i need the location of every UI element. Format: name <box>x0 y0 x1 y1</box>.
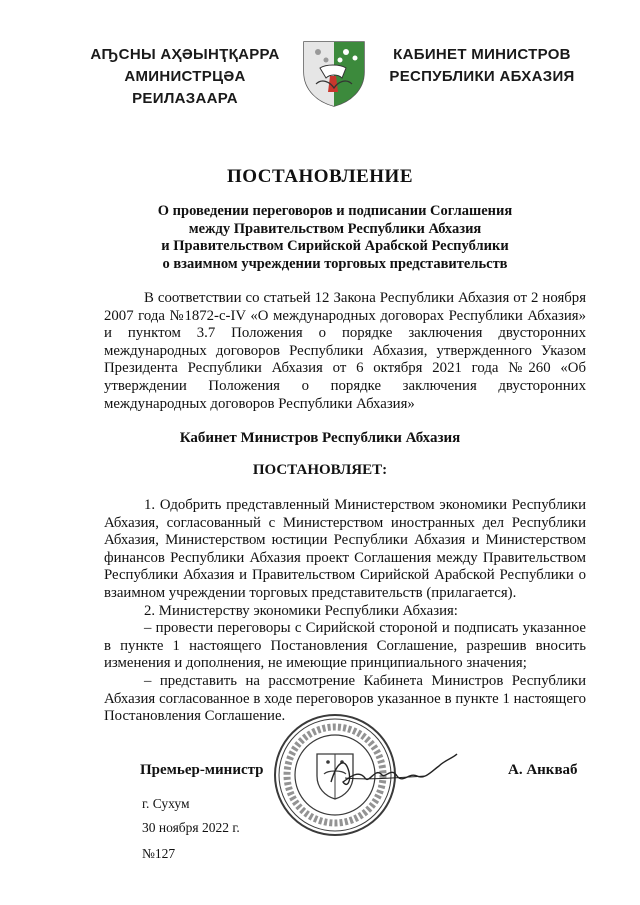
signatory-position: Премьер-министр <box>140 762 264 778</box>
header-right-line2: РЕСПУБЛИКИ АБХАЗИЯ <box>389 68 575 85</box>
document-city: г. Сухум <box>142 796 190 811</box>
header-right-line1: КАБИНЕТ МИНИСТРОВ <box>393 46 571 63</box>
document-title: ПОСТАНОВЛЕНИЕ <box>226 166 414 187</box>
abkhazia-coat-of-arms-icon <box>300 38 368 108</box>
resolution-paragraph: 1. Одобрить представленный Министерством экономики Республики Абхазия, согласованный с Министерством иностранных дел Республики Абхазия, Министерством юстиции Республики Абхазия и Министерством финансов Республики Абхазия проект Соглашения между Правительством Республики Абхазия и Правительством Сирийской Арабской Республики о взаимном учреждении торговых представительств (прилагается). <box>104 497 586 601</box>
header-left-line1: АҦСНЫ АҲӘЫНҬҚАРРА <box>90 46 280 63</box>
header-left-line2: АМИНИСТРЦӘА РЕИЛАЗААРА <box>124 68 246 107</box>
document-date: 30 ноября 2022 г. <box>142 820 240 835</box>
subject-line: О проведении переговоров и подписании Соглашения <box>157 203 513 219</box>
resolution-paragraph: – представить на рассмотрение Кабинета Министров Республики Абхазия согласованное в ходе переговоров указанное в пункте 1 настоящего Постановления Соглашение. <box>104 672 586 725</box>
subject-line: и Правительством Сирийской Арабской Республики <box>161 238 509 254</box>
subject-line: между Правительством Республики Абхазия <box>188 220 482 237</box>
resolves-heading: ПОСТАНОВЛЯЕТ: <box>252 462 388 478</box>
resolution-paragraph: 2. Министерству экономики Республики Абхазия: <box>144 602 458 619</box>
resolution-paragraph: – провести переговоры с Сирийской стороной и подписать указанное в пункте 1 настоящего Постановления Соглашение, разрешив вносить изменения и дополнения, не имеющие принципиального значения; <box>104 620 586 672</box>
header-abkhaz-name <box>85 44 285 110</box>
document-number: №127 <box>142 846 176 861</box>
document-subject <box>100 203 570 273</box>
subject-line: о взаимном учреждении торговых представительств <box>162 255 508 272</box>
header-russian-name <box>382 44 582 88</box>
handwritten-signature-icon <box>325 748 465 798</box>
preamble-paragraph: В соответствии со статьей 12 Закона Республики Абхазия от 2 ноября 2007 года №1872-с-IV «О международных договорах Республики Абхазия» и пунктом 3.7 Положения о порядке заключения двусторонних международных договоров Республики Абхазия, утвержденного Указом Президента Республики Абхазия от 6 октября 2021 года №260 «Об утверждении Положения о порядке заключения двусторонних международных договоров Республики Абхазия» <box>104 290 586 412</box>
resolution-body <box>104 497 586 726</box>
issuer-heading: Кабинет Министров Республики Абхазия <box>179 430 461 446</box>
signatory-name: А. Анкваб <box>508 762 578 778</box>
